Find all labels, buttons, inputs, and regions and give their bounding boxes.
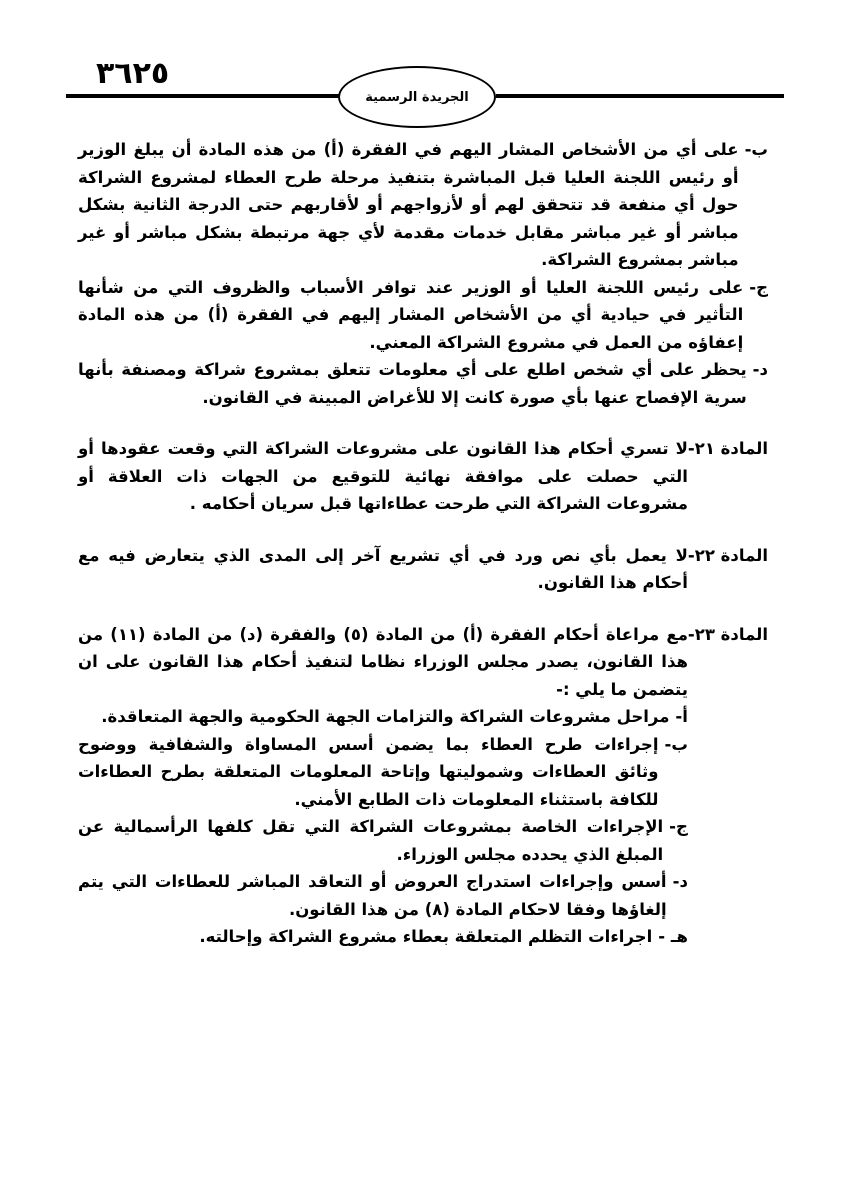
page-number: ٣٦٢٥	[96, 56, 170, 91]
article-23-item-c	[78, 813, 688, 868]
gazette-title-oval	[338, 66, 496, 128]
clause-marker: د-	[752, 360, 768, 379]
clause-text: الإجراءات الخاصة بمشروعات الشراكة التي تقل كلفها الرأسمالية عن المبلغ الذي يحدده مجلس الوزراء.	[78, 817, 664, 864]
clause-c	[78, 274, 768, 357]
article-23-item-e	[78, 923, 688, 951]
article-label: المادة ٢١-	[687, 439, 768, 458]
page-content	[78, 136, 768, 951]
clause-text: إجراءات طرح العطاء بما يضمن أسس المساواة والشفافية ووضوح وثائق العطاءات وشموليتها وإتاحة المعلومات المتعلقة بطرح العطاءات للكافة باستثناء المعلومات ذات الطابع الأمني.	[78, 734, 659, 809]
article-22	[78, 542, 768, 597]
clause-marker: د-	[672, 872, 688, 891]
article-text: لا يعمل بأي نص ورد في أي تشريع آخر إلى المدى الذي يتعارض فيه مع أحكام هذا القانون.	[78, 545, 688, 592]
clause-marker: ب-	[664, 734, 688, 754]
clause-marker: ج-	[669, 817, 688, 836]
clause-b	[78, 136, 768, 274]
article-body	[78, 621, 688, 951]
clause-text: على أي من الأشخاص المشار اليهم في الفقرة (أ) من هذه المادة أن يبلغ الوزير أو رئيس اللجنة العليا قبل المباشرة بتنفيذ مرحلة طرح العطاء لمشروع الشراكة حول أي منفعة قد تتحقق لهم أو لأزواجهم أو لأقاربهم حتى الدرجة الثانية بشكل مباشر أو غير مباشر مقابل خدمات مقدمة لأي جهة مرتبطة بشكل مباشر أو غير مباشر بمشروع الشراكة.	[78, 140, 739, 269]
clause-text: اجراءات التظلم المتعلقة بعطاء مشروع الشراكة وإحالته.	[199, 927, 653, 946]
article-23	[78, 621, 768, 951]
article-23-item-b	[78, 731, 688, 814]
header-rule-left	[66, 94, 342, 98]
article-intro: مع مراعاة أحكام الفقرة (أ) من المادة (٥) والفقرة (د) من المادة (١١) من هذا القانون، يصدر مجلس الوزراء نظاما لتنفيذ أحكام هذا القانون على ان يتضمن ما يلي :-	[78, 624, 688, 699]
article-label: المادة ٢٣-	[687, 624, 768, 644]
clause-text: مراحل مشروعات الشراكة والتزامات الجهة الحكومية والجهة المتعاقدة.	[101, 707, 670, 726]
article-23-item-a	[78, 703, 688, 731]
article-21	[78, 435, 768, 518]
clause-d	[78, 356, 768, 411]
clause-marker: أ-	[675, 707, 688, 726]
clause-marker: ب-	[744, 140, 768, 159]
clause-text: على رئيس اللجنة العليا أو الوزير عند توافر الأسباب والظروف التي من شأنها التأثير في حيادية أي من الأشخاص المشار إليهم في الفقرة (أ) من هذه المادة إعفاؤه من العمل في مشروع الشراكة المعني.	[78, 277, 744, 352]
header-rule-right	[496, 94, 784, 98]
article-label: المادة ٢٢-	[687, 545, 768, 565]
clause-text: يحظر على أي شخص اطلع على أي معلومات تتعلق بمشروع شراكة ومصنفة بأنها سرية الإفصاح عنها بأي صورة كانت إلا للأغراض المبينة في القانون.	[78, 360, 747, 407]
clause-marker: ج-	[749, 277, 768, 297]
article-23-item-d	[78, 868, 688, 923]
clause-marker: هـ -	[658, 927, 688, 946]
clause-text: أسس وإجراءات استدراج العروض أو التعاقد المباشر للعطاءات التي يتم إلغاؤها وفقا لاحكام المادة (٨) من هذا القانون.	[78, 872, 667, 919]
gazette-title: الجريدة الرسمية	[365, 89, 469, 105]
article-text: لا تسري أحكام هذا القانون على مشروعات الشراكة التي وقعت عقودها أو التي حصلت على موافقة نهائية للتوقيع من الجهات ذات العلاقة أو مشروعات الشراكة التي طرحت عطاءاتها قبل سريان أحكامه .	[78, 439, 688, 513]
